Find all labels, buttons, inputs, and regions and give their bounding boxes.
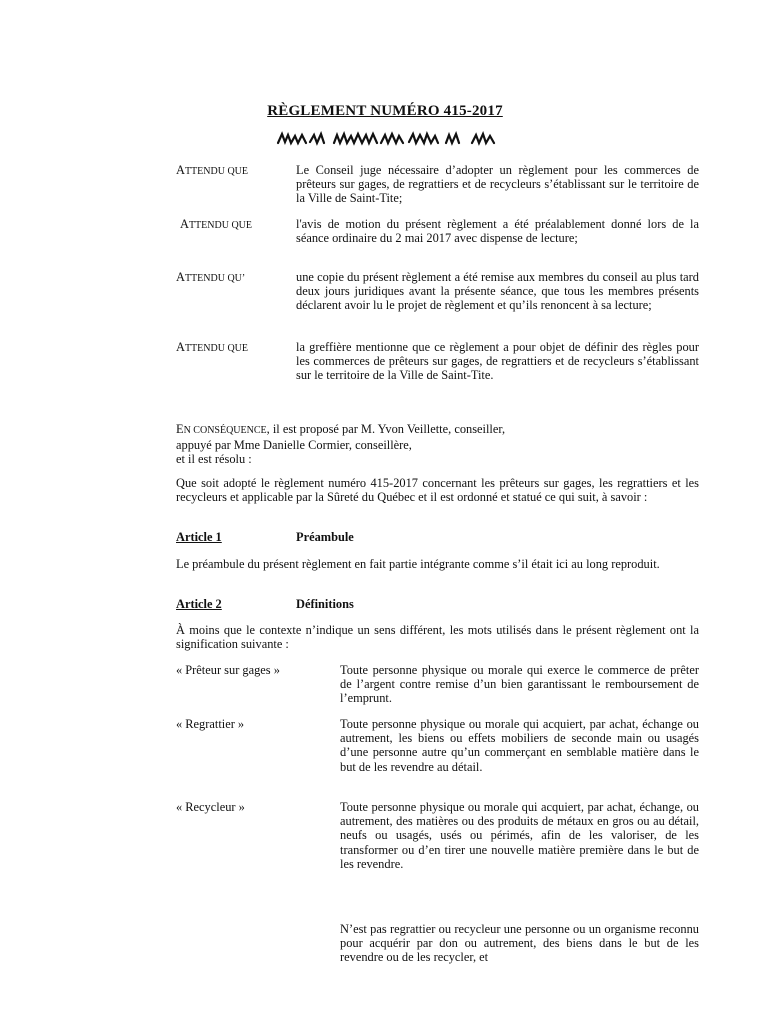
attendu-label: ATTENDU QU’	[176, 270, 246, 284]
definition-text: Toute personne physique ou morale qui acquiert, par achat, échange, ou autrement, des matières ou des produits de métaux en gros ou au détail, neufs ou usagés, usés ou périmés, afin de les valoriser, de les transformer ou d’en tirer une nouvelle matière première dans le but de les revendre.	[340, 800, 699, 871]
article-1-text: Le préambule du présent règlement en fait partie intégrante comme s’il était ici au long reproduit.	[176, 557, 660, 571]
article-1-title: Préambule	[296, 530, 354, 544]
attendu-text: l'avis de motion du présent règlement a été préalablement donné lors de la séance ordinaire du 2 mai 2017 avec dispense de lecture;	[296, 217, 699, 246]
exclusion-paragraph: N’est pas regrattier ou recycleur une personne ou un organisme reconnu pour acquérir par don ou autrement, des biens dans le but de les revendre ou de les recycler, et	[340, 922, 699, 965]
adoption-paragraph: Que soit adopté le règlement numéro 415-2017 concernant les prêteurs sur gages, les regrattiers et les recycleurs et applicable par la Sûreté du Québec et il est ordonné et statué ce qui suit, à savoir :	[176, 476, 699, 505]
definition-term: « Regrattier »	[176, 717, 245, 731]
attendu-label: ATTENDU QUE	[176, 163, 248, 177]
article-2-text: À moins que le contexte n’indique un sens différent, les mots utilisés dans le présent règlement ont la signification suivante :	[176, 623, 699, 652]
attendu-text: la greffière mentionne que ce règlement a pour objet de définir des règles pour les commerces de prêteurs sur gages, de regrattiers et de recycleurs s’établissant sur le territoire de la Ville de Saint-Tite.	[296, 340, 699, 383]
attendu-text: une copie du présent règlement a été remise aux membres du conseil au plus tard deux jours juridiques avant la présente séance, que tous les membres présents déclarent avoir lu le projet de règlement et qu’ils renoncent à sa lecture;	[296, 270, 699, 313]
definition-text: Toute personne physique ou morale qui exerce le commerce de prêter de l’argent contre remise d’un bien garantissant le remboursement de l’emprunt.	[340, 663, 699, 706]
article-2-title: Définitions	[296, 597, 354, 611]
attendu-text: Le Conseil juge nécessaire d’adopter un règlement pour les commerces de prêteurs sur gages, de regrattiers et de recycleurs s’établissant sur le territoire de la Ville de Saint-Tite;	[296, 163, 699, 206]
article-1-number: Article 1	[176, 530, 222, 544]
definition-term: « Prêteur sur gages »	[176, 663, 280, 677]
article-2-number: Article 2	[176, 597, 222, 611]
attendu-label: ATTENDU QUE	[176, 340, 248, 354]
definition-text: Toute personne physique ou morale qui acquiert, par achat, échange ou autrement, les biens ou effets mobiliers de seconde main ou usagés d’une personne autre qu’un commerçant en semblable matière dans le but de les revendre au détail.	[340, 717, 699, 774]
illegible-handwritten-line	[276, 131, 498, 147]
document-title: RÈGLEMENT NUMÉRO 415-2017	[267, 103, 503, 119]
definition-term: « Recycleur »	[176, 800, 245, 814]
attendu-label: ATTENDU QUE	[180, 217, 252, 231]
consequence-paragraph: EN CONSÉQUENCE, il est proposé par M. Yvon Veillette, conseiller, appuyé par Mme Danielle Cormier, conseillère, et il est résolu :	[176, 422, 506, 467]
